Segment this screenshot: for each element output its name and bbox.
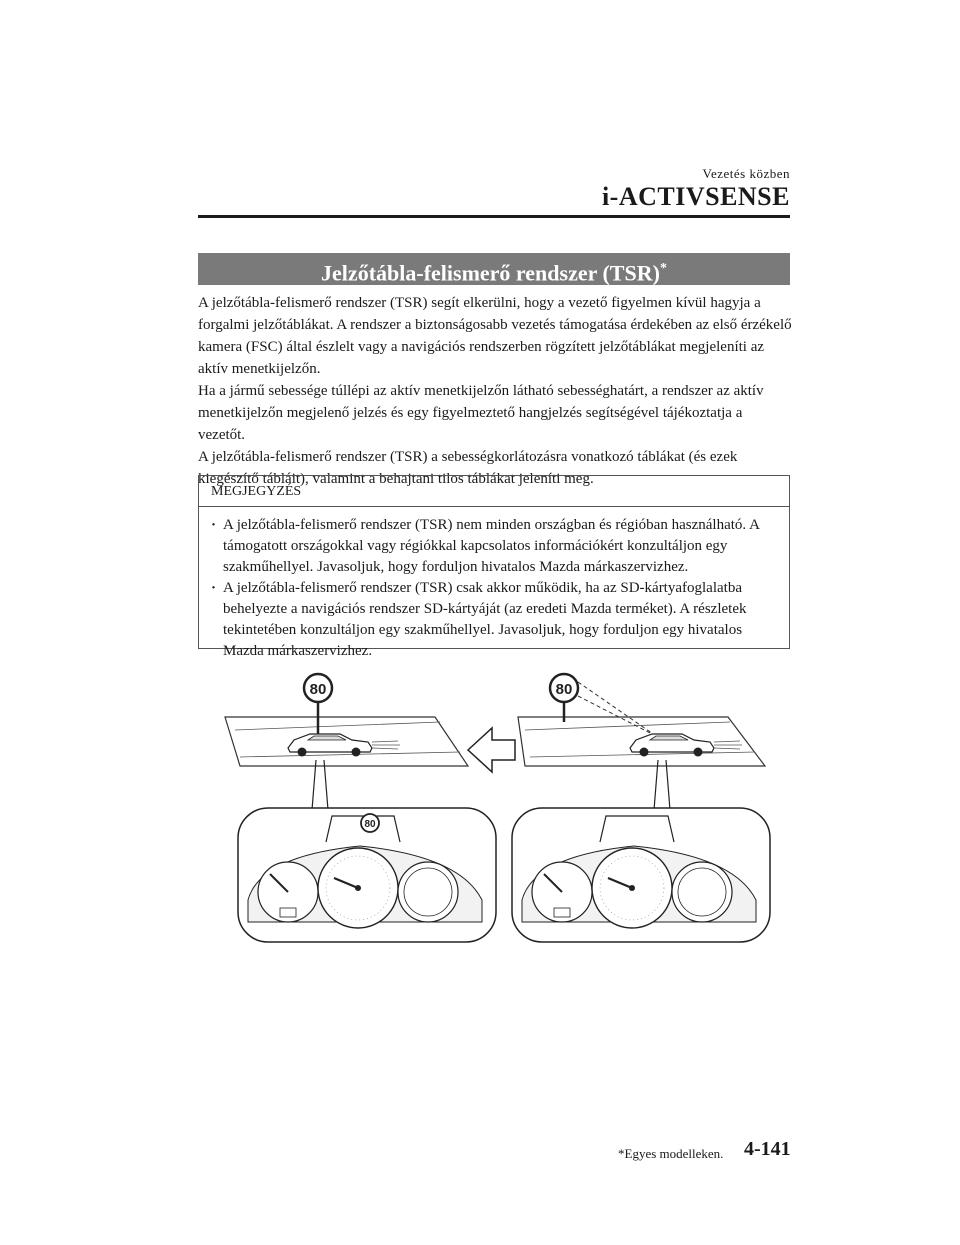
page-number: 4-141 xyxy=(744,1138,791,1160)
paragraph: A jelzőtábla-felismerő rendszer (TSR) segít elkerülni, hogy a vezető figyelmen kívül hagyja a forgalmi jelzőtáblákat. A rendszer a biztonságosabb vezetés támogatása érdekében az első érzékelő kamera (FSC) által észlelt vagy a navigációs rendszerben rögzített jelzőtáblákat megjeleníti az aktív menetkijelzőn. xyxy=(198,295,792,377)
speed-sign-right-value: 80 xyxy=(555,681,573,698)
note-item: · A jelzőtábla-felismerő rendszer (TSR) csak akkor működik, ha az SD-kártyafoglalatba behelyezte a navigációs rendszer SD-kártyáját (az eredeti Mazda terméket). A részletek tekintetében konzultáljon egy szakműhellyel. Javasoljuk, hogy forduljon egy hivatalos Mazda márkaszervizhez. xyxy=(211,578,775,662)
note-item: · A jelzőtábla-felismerő rendszer (TSR) nem minden országban és régióban használható. A támogatott országokkal vagy régiókkal kapcsolatos információkért konzultáljon egy szakműhellyel. Javasoljuk, hogy forduljon hivatalos Mazda márkaszervizhez. xyxy=(211,515,775,578)
transition-arrow xyxy=(468,728,515,772)
note-box xyxy=(198,475,790,659)
topic-banner xyxy=(198,253,790,285)
tsr-illustration xyxy=(200,660,800,950)
footnote-marker: * xyxy=(659,261,667,276)
note-heading: MEGJEGYZÉS xyxy=(199,476,789,507)
body-text xyxy=(198,292,792,490)
right-cluster-panel xyxy=(512,808,770,942)
speed-sign-left-value: 80 xyxy=(309,681,327,698)
note-list xyxy=(199,507,789,662)
header-rule xyxy=(198,215,790,218)
right-road-scene xyxy=(518,674,765,766)
section-title: i-ACTIVSENSE xyxy=(601,182,790,211)
left-cluster-panel xyxy=(238,808,496,942)
footnote: *Egyes modelleken. xyxy=(618,1146,724,1161)
paragraph: A jelzőtábla-felismerő rendszer (TSR) a sebességkorlátozásra vonatkozó táblákat (és ezek kiegészítő tábláit), valamint a behajtani tilos táblákat jeleníti meg. xyxy=(198,449,738,487)
section-label: Vezetés közben xyxy=(702,166,790,181)
left-road-scene xyxy=(225,674,468,766)
paragraph: Ha a jármű sebessége túllépi az aktív menetkijelzőn látható sebességhatárt, a rendszer az aktív menetkijelzőn megjelenő jelzés és egy figyelmeztető hangjelzés segítségével tájékoztatja a vezetőt. xyxy=(198,383,764,443)
topic-title: Jelzőtábla-felismerő rendszer (TSR) xyxy=(321,260,660,286)
display-sign-value: 80 xyxy=(364,819,376,830)
